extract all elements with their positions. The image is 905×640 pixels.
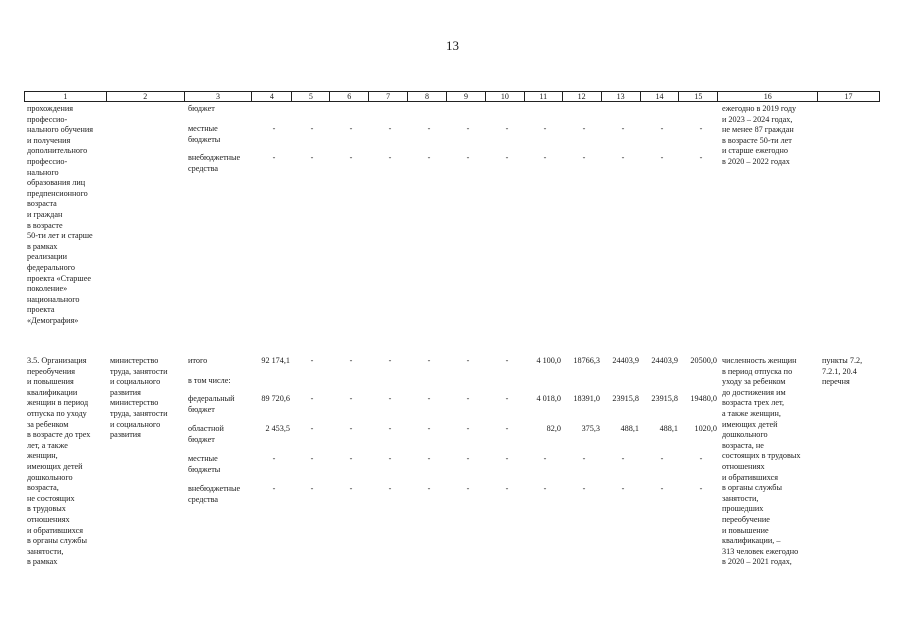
expected-result: в период отпуска по xyxy=(722,366,793,376)
empty-value-dash: - xyxy=(621,124,625,133)
funding-value: 92 174,1 xyxy=(261,356,290,365)
empty-value-dash: - xyxy=(582,484,586,493)
activity-description: «Демография» xyxy=(27,316,79,325)
expected-result: 313 человек ежегодно xyxy=(722,546,799,556)
activity-description: переобучения xyxy=(27,366,76,376)
empty-value-dash: - xyxy=(310,394,314,403)
table-header-row xyxy=(24,91,880,102)
empty-value-dash: - xyxy=(505,424,509,433)
empty-value-dash: - xyxy=(272,124,276,133)
activity-description: отношениях xyxy=(27,515,70,524)
expected-result: численность женщин xyxy=(722,356,797,365)
activity-description: не состоящих xyxy=(27,493,75,503)
activity-description: женщин в период xyxy=(27,398,89,408)
funding-value: 24403,9 xyxy=(612,356,639,365)
empty-value-dash: - xyxy=(543,454,547,463)
empty-value-dash: - xyxy=(660,454,664,463)
empty-value-dash: - xyxy=(388,424,392,433)
funding-value: 4 018,0 xyxy=(536,394,561,403)
empty-value-dash: - xyxy=(543,484,547,493)
empty-value-dash: - xyxy=(272,484,276,493)
empty-value-dash: - xyxy=(505,484,509,493)
expected-result: и 2023 – 2024 годах, xyxy=(722,114,793,124)
empty-value-dash: - xyxy=(466,153,470,162)
empty-value-dash: - xyxy=(621,484,625,493)
activity-description: реализации xyxy=(27,252,68,262)
funding-value: 23915,8 xyxy=(651,394,678,403)
empty-value-dash: - xyxy=(699,153,703,162)
activity-description: 3.5. Организация xyxy=(27,356,87,365)
page-number: 13 xyxy=(446,38,459,53)
activity-description: в возрасте xyxy=(27,220,63,230)
funding-value: 18766,3 xyxy=(573,356,600,365)
program-reference: 7.2.1, 20.4 xyxy=(822,366,857,376)
funding-source-label: бюджет xyxy=(188,104,215,113)
expected-result: до достижения им xyxy=(722,387,786,397)
expected-result: в органы службы xyxy=(722,483,782,493)
funding-value: 1020,0 xyxy=(694,424,717,433)
responsible-executor: труда, занятости xyxy=(110,366,168,376)
funding-value: 19480,0 xyxy=(690,394,717,403)
funding-source-label: внебюджетные xyxy=(188,153,241,162)
empty-value-dash: - xyxy=(543,124,547,133)
activity-description: лет, а также xyxy=(27,440,68,450)
empty-value-dash: - xyxy=(427,424,431,433)
activity-description: в трудовых xyxy=(27,504,66,514)
funding-source-label: в том числе: xyxy=(188,376,231,385)
empty-value-dash: - xyxy=(310,124,314,133)
expected-result: занятости, xyxy=(722,493,759,503)
header-cell: 11 xyxy=(525,92,563,101)
responsible-executor: труда, занятости xyxy=(110,409,168,418)
header-cell: 1 xyxy=(25,92,107,101)
header-cell: 9 xyxy=(447,92,486,101)
funding-source-label: средства xyxy=(188,494,219,504)
expected-result: и старше ежегодно xyxy=(722,146,788,156)
activity-description: проекта «Старшее xyxy=(27,273,91,283)
activity-description: возраста xyxy=(27,199,57,209)
expected-result: не менее 87 граждан xyxy=(722,125,794,135)
funding-source-label: местные xyxy=(188,124,218,133)
header-cell: 15 xyxy=(679,92,718,101)
empty-value-dash: - xyxy=(310,424,314,433)
activity-description: и граждан xyxy=(27,210,63,219)
empty-value-dash: - xyxy=(466,424,470,433)
empty-value-dash: - xyxy=(349,124,353,133)
funding-source-label: местные xyxy=(188,454,218,463)
empty-value-dash: - xyxy=(310,153,314,162)
empty-value-dash: - xyxy=(699,124,703,133)
empty-value-dash: - xyxy=(505,454,509,463)
responsible-executor: развития xyxy=(110,387,141,397)
expected-result: в 2020 – 2022 годах xyxy=(722,157,790,166)
empty-value-dash: - xyxy=(660,484,664,493)
activity-description: профессио- xyxy=(27,114,68,124)
activity-description: в органы службы xyxy=(27,536,87,546)
expected-result: возраста, не xyxy=(722,440,764,450)
empty-value-dash: - xyxy=(388,394,392,403)
funding-source-label: бюджеты xyxy=(188,134,221,144)
empty-value-dash: - xyxy=(466,454,470,463)
responsible-executor: и социального xyxy=(110,377,161,387)
funding-value: 375,3 xyxy=(581,424,600,433)
empty-value-dash: - xyxy=(427,394,431,403)
expected-result: имеющих детей xyxy=(722,419,778,429)
funding-value: 488,1 xyxy=(659,424,678,433)
expected-result: а также женщин, xyxy=(722,409,781,418)
empty-value-dash: - xyxy=(388,153,392,162)
header-cell: 14 xyxy=(641,92,680,101)
funding-value: 89 720,6 xyxy=(261,394,290,403)
funding-value: 4 100,0 xyxy=(536,356,561,365)
activity-description: и повышения xyxy=(27,377,74,387)
empty-value-dash: - xyxy=(349,454,353,463)
empty-value-dash: - xyxy=(466,394,470,403)
empty-value-dash: - xyxy=(505,153,509,162)
activity-description: нального обучения xyxy=(27,125,93,135)
activity-description: 50-ти лет и старше xyxy=(27,231,93,241)
empty-value-dash: - xyxy=(310,356,314,365)
funding-source-label: бюджеты xyxy=(188,464,221,474)
activity-description: квалификации xyxy=(27,387,78,397)
activity-description: национального xyxy=(27,294,80,304)
funding-value: 23915,8 xyxy=(612,394,639,403)
funding-value: 2 453,5 xyxy=(265,424,290,433)
funding-source-label: средства xyxy=(188,163,219,173)
expected-result: переобучение xyxy=(722,515,770,524)
activity-description: женщин, xyxy=(27,451,58,461)
activity-description: и получения xyxy=(27,135,71,145)
expected-result: квалификации, – xyxy=(722,536,781,546)
empty-value-dash: - xyxy=(349,153,353,162)
activity-description: в рамках xyxy=(27,557,58,567)
program-reference: перечня xyxy=(822,377,850,387)
funding-value: 18391,0 xyxy=(573,394,600,403)
header-cell: 13 xyxy=(602,92,641,101)
activity-description: имеющих детей xyxy=(27,462,83,471)
activity-description: предпенсионного xyxy=(27,188,88,198)
empty-value-dash: - xyxy=(466,356,470,365)
funding-source-label: внебюджетные xyxy=(188,484,241,493)
empty-value-dash: - xyxy=(660,153,664,162)
empty-value-dash: - xyxy=(466,484,470,493)
expected-result: в возрасте 50-ти лет xyxy=(722,135,792,145)
funding-value: 20500,0 xyxy=(690,356,717,365)
expected-result: ежегодно в 2019 году xyxy=(722,104,797,113)
funding-source-label: бюджет xyxy=(188,404,215,414)
activity-description: образования лиц xyxy=(27,178,86,188)
empty-value-dash: - xyxy=(660,124,664,133)
activity-description: за ребенком xyxy=(27,419,69,429)
empty-value-dash: - xyxy=(310,454,314,463)
empty-value-dash: - xyxy=(699,454,703,463)
activity-description: в возрасте до трех xyxy=(27,430,91,440)
empty-value-dash: - xyxy=(582,153,586,162)
funding-value: 82,0 xyxy=(546,424,561,433)
expected-result: возраста трех лет, xyxy=(722,398,785,408)
program-reference: пункты 7.2, xyxy=(822,356,863,365)
empty-value-dash: - xyxy=(582,454,586,463)
empty-value-dash: - xyxy=(388,484,392,493)
expected-result: и обратившихся xyxy=(722,472,778,482)
empty-value-dash: - xyxy=(699,484,703,493)
header-cell: 16 xyxy=(718,92,818,101)
expected-result: уходу за ребенком xyxy=(722,377,786,387)
activity-description: возраста, xyxy=(27,483,59,493)
responsible-executor: министерство xyxy=(110,398,159,408)
empty-value-dash: - xyxy=(505,394,509,403)
responsible-executor: и социального xyxy=(110,419,161,429)
empty-value-dash: - xyxy=(349,394,353,403)
empty-value-dash: - xyxy=(349,424,353,433)
empty-value-dash: - xyxy=(388,124,392,133)
activity-description: нального xyxy=(27,167,59,177)
header-cell: 3 xyxy=(185,92,253,101)
header-cell: 5 xyxy=(292,92,330,101)
empty-value-dash: - xyxy=(349,484,353,493)
empty-value-dash: - xyxy=(427,124,431,133)
header-cell: 12 xyxy=(563,92,602,101)
expected-result: отношениях xyxy=(722,462,765,471)
funding-source-label: бюджет xyxy=(188,434,215,444)
funding-value: 488,1 xyxy=(620,424,639,433)
header-cell: 6 xyxy=(330,92,369,101)
empty-value-dash: - xyxy=(427,484,431,493)
empty-value-dash: - xyxy=(427,454,431,463)
empty-value-dash: - xyxy=(543,153,547,162)
empty-value-dash: - xyxy=(349,356,353,365)
empty-value-dash: - xyxy=(272,153,276,162)
header-cell: 7 xyxy=(369,92,408,101)
header-cell: 4 xyxy=(252,92,292,101)
expected-result: и повышение xyxy=(722,525,769,535)
activity-description: дошкольного xyxy=(27,472,73,482)
expected-result: в 2020 – 2021 годах, xyxy=(722,557,792,567)
expected-result: состоящих в трудовых xyxy=(722,451,801,461)
empty-value-dash: - xyxy=(621,454,625,463)
header-cell: 10 xyxy=(486,92,525,101)
empty-value-dash: - xyxy=(466,124,470,133)
funding-source-label: федеральный xyxy=(188,394,235,403)
expected-result: дошкольного xyxy=(722,430,768,440)
funding-source-label: областной xyxy=(188,424,224,433)
activity-description: федерального xyxy=(27,263,75,272)
header-cell: 2 xyxy=(107,92,185,101)
empty-value-dash: - xyxy=(388,454,392,463)
activity-description: отпуска по уходу xyxy=(27,409,87,418)
expected-result: прошедших xyxy=(722,504,764,514)
empty-value-dash: - xyxy=(427,356,431,365)
empty-value-dash: - xyxy=(505,124,509,133)
empty-value-dash: - xyxy=(505,356,509,365)
responsible-executor: развития xyxy=(110,430,141,440)
empty-value-dash: - xyxy=(310,484,314,493)
empty-value-dash: - xyxy=(621,153,625,162)
activity-description: дополнительного xyxy=(27,146,88,156)
activity-description: и обратившихся xyxy=(27,525,83,535)
funding-value: 24403,9 xyxy=(651,356,678,365)
header-cell: 17 xyxy=(844,92,853,101)
activity-description: занятости, xyxy=(27,546,64,556)
empty-value-dash: - xyxy=(272,454,276,463)
activity-description: прохождения xyxy=(27,104,74,113)
empty-value-dash: - xyxy=(388,356,392,365)
responsible-executor: министерство xyxy=(110,356,159,365)
activity-description: в рамках xyxy=(27,241,58,251)
activity-description: профессио- xyxy=(27,157,68,166)
activity-description: поколение» xyxy=(27,284,68,294)
activity-description: проекта xyxy=(27,305,55,315)
funding-source-label: итого xyxy=(188,356,208,365)
empty-value-dash: - xyxy=(582,124,586,133)
empty-value-dash: - xyxy=(427,153,431,162)
header-cell: 8 xyxy=(408,92,447,101)
